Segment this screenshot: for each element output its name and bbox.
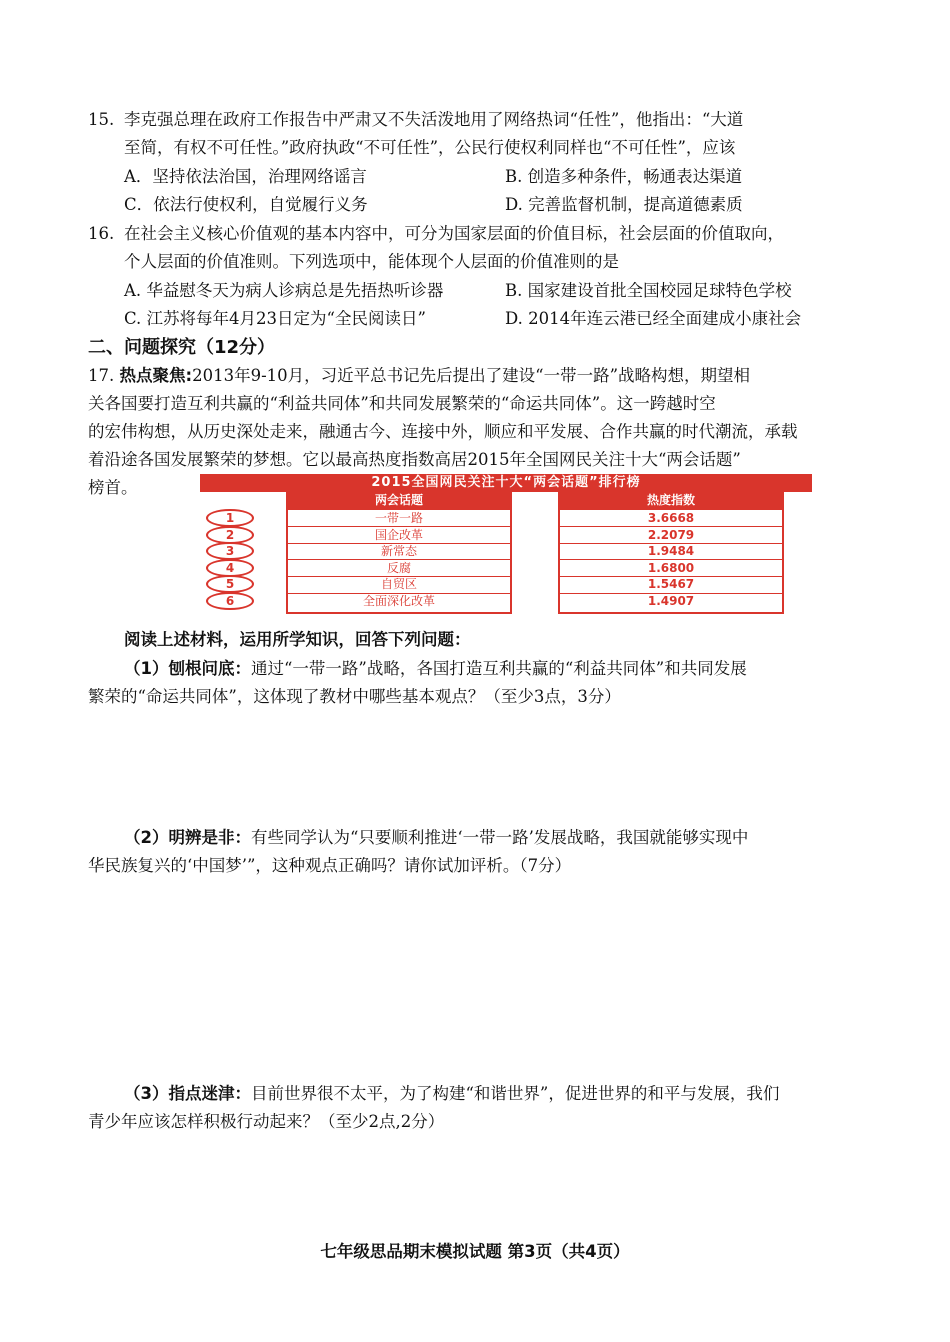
q16-option-c: C. 江苏将每年4月23日定为“全民阅读日” xyxy=(124,309,426,328)
topic-cell: 新常态 xyxy=(380,544,417,559)
q17-part1-label: （1）刨根问底： xyxy=(124,659,251,678)
q16-stem-line1: 16. 在社会主义核心价值观的基本内容中，可分为国家层面的价值目标，社会层面的价值取向， xyxy=(88,220,784,248)
q17-part1-line2: 繁荣的“命运共同体”，这体现了教材中哪些基本观点？（至少3点，3分） xyxy=(88,687,621,706)
topic-cell: 反腐 xyxy=(386,560,411,575)
q16-stem-line2: 个人层面的价值准则。下列选项中，能体现个人层面的价值准则的是 xyxy=(124,252,619,271)
q17-part2-line2: 华民族复兴的‘中国梦’”，这种观点正确吗？请你试加评析。（7分） xyxy=(88,856,572,875)
q15-stem-line2: 至简，有权不可任性。”政府执政“不可任性”，公民行使权利同样也“不可任性”，应该 xyxy=(124,138,736,157)
q17-text-line5: 榜首。 xyxy=(88,478,138,497)
rank-badge: 1 xyxy=(206,509,254,527)
value-cell: 3.6668 xyxy=(647,511,695,525)
rank-badge: 6 xyxy=(206,592,254,610)
rank-badge: 3 xyxy=(206,542,254,560)
value-cell: 1.9484 xyxy=(647,544,695,559)
q17-part2-line1: （2）明辨是非：有些同学认为“只要顺利推进‘一带一路’发展战略，我国就能够实现中 xyxy=(124,828,749,847)
q17-text-line2: 关各国要打造互利共赢的“利益共同体”和共同发展繁荣的“命运共同体”。这一跨越时空 xyxy=(88,394,716,413)
two-sessions-ranking-figure xyxy=(200,474,812,616)
topic-cell: 自贸区 xyxy=(380,577,417,592)
q16-option-d: D. 2014年连云港已经全面建成小康社会 xyxy=(505,309,802,328)
q17-lead: 热点聚焦: xyxy=(119,366,193,385)
q17-instruction: 阅读上述材料，运用所学知识，回答下列问题： xyxy=(124,630,471,649)
page-footer: 七年级思品期末模拟试题 第3页（共4页） xyxy=(320,1242,630,1261)
value-cell: 1.5467 xyxy=(647,577,695,592)
q17-part1-line1: （1）刨根问底：通过“一带一路”战略，各国打造互利共赢的“利益共同体”和共同发展 xyxy=(124,659,747,678)
q16-number: 16. xyxy=(88,224,115,243)
topic-cell: 一带一路 xyxy=(374,511,423,525)
q17-text-line4: 着沿途各国发展繁荣的梦想。它以最高热度指数高居2015年全国网民关注十大“两会话题” xyxy=(88,450,741,469)
ranking-title: 2015全国网民关注十大“两会话题”排行榜 xyxy=(200,474,812,492)
q15-option-d: D. 完善监督机制，提高道德素质 xyxy=(505,195,743,214)
q17-part3-line2: 青少年应该怎样积极行动起来？（至少2点,2分） xyxy=(88,1112,445,1131)
topic-cell: 国企改革 xyxy=(374,527,423,542)
topic-cell: 全面深化改革 xyxy=(362,594,435,608)
q15-stem-line1: 15. 李克强总理在政府工作报告中严肃又不失活泼地用了网络热词“任性”，他指出：“大道 xyxy=(88,106,743,134)
value-cell: 1.6800 xyxy=(647,560,695,575)
q16-option-b: B. 国家建设首批全国校园足球特色学校 xyxy=(505,281,792,300)
rank-badge: 5 xyxy=(206,575,254,593)
q17-number: 17. xyxy=(88,366,115,385)
value-column-header: 热度指数 xyxy=(558,492,784,508)
q15-option-a: A．坚持依法治国，治理网络谣言 xyxy=(124,167,367,186)
rank-badge: 2 xyxy=(206,526,254,544)
q15-option-b: B. 创造多种条件，畅通表达渠道 xyxy=(505,167,743,186)
value-cell: 1.4907 xyxy=(647,594,695,608)
q16-option-a: A. 华益慰冬天为病人诊病总是先捂热听诊器 xyxy=(124,281,444,300)
value-cell: 2.2079 xyxy=(647,527,695,542)
topic-column-header: 两会话题 xyxy=(286,492,512,508)
q17-part2-label: （2）明辨是非： xyxy=(124,828,251,847)
q17-part3-label: （3）指点迷津： xyxy=(124,1084,251,1103)
q17-part3-line1: （3）指点迷津：目前世界很不太平，为了构建“和谐世界”，促进世界的和平与发展，我们 xyxy=(124,1084,780,1103)
q17-text-line3: 的宏伟构想，从历史深处走来，融通古今、连接中外，顺应和平发展、合作共赢的时代潮流，承载 xyxy=(88,422,798,441)
q15-option-c: C．依法行使权利，自觉履行义务 xyxy=(124,195,368,214)
rank-badge: 4 xyxy=(206,559,254,577)
section-2-heading: 二、问题探究（12分） xyxy=(88,337,276,358)
q17-text-line1: 17. 热点聚焦:2013年9-10月，习近平总书记先后提出了建设“一带一路”战略构想，期望相 xyxy=(88,366,751,385)
q15-number: 15. xyxy=(88,110,115,129)
